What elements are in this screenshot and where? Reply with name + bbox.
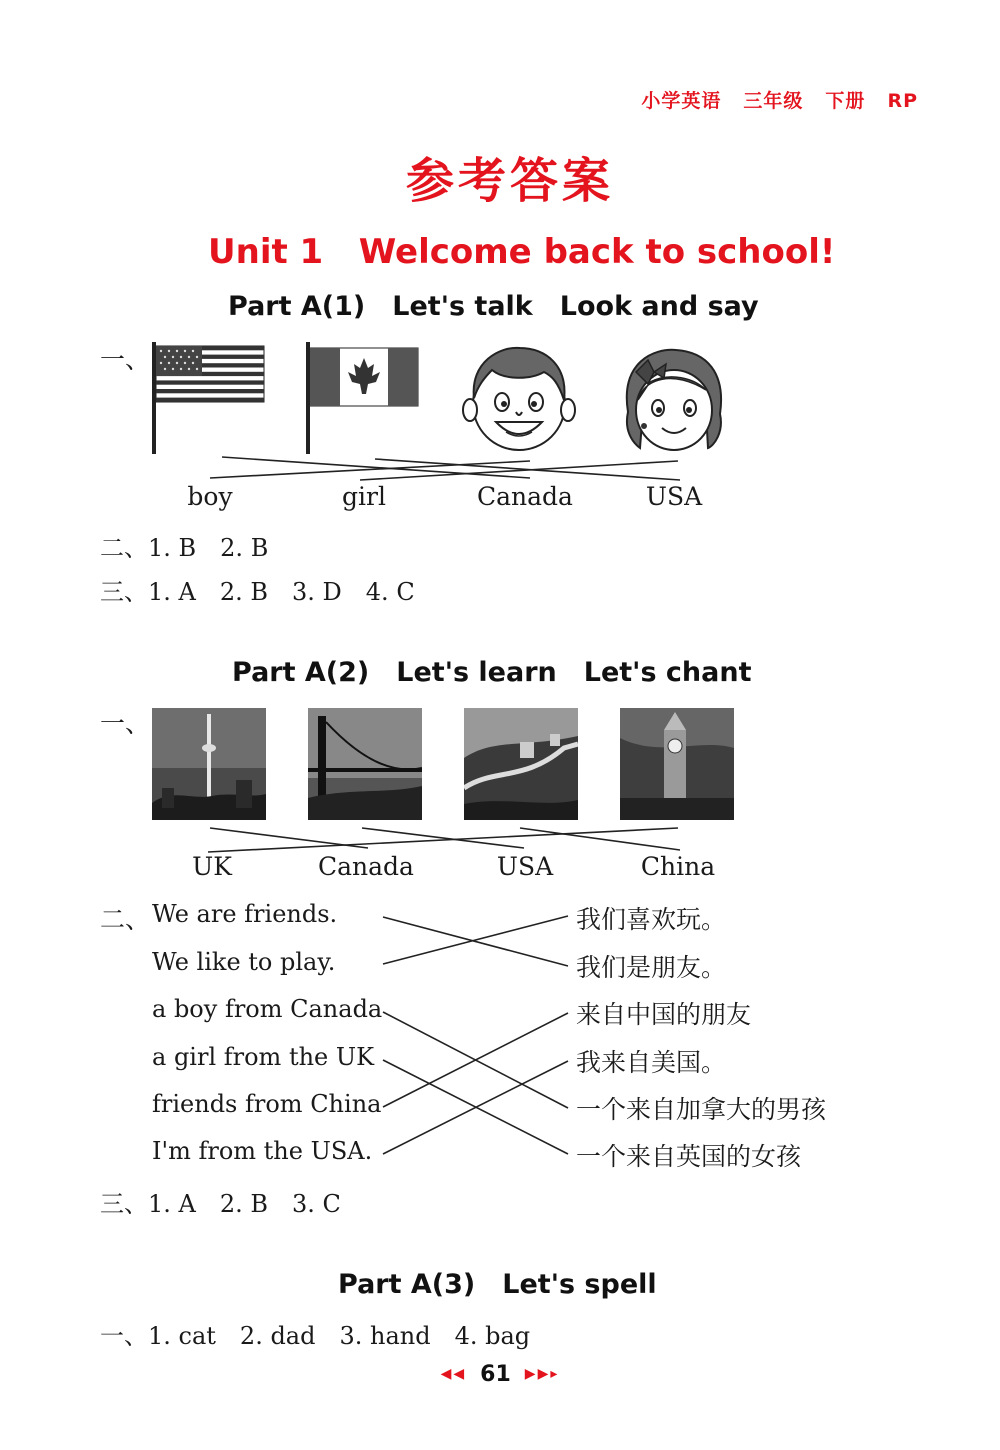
part-a2-q3-answers: 三、1. A 2. B 3. C [100, 1190, 341, 1218]
part-a2-q2-label: 二、 [100, 905, 151, 934]
part-a3-title: Part A(3) Let's spell [338, 1269, 657, 1300]
part-a1-word-1: boy [187, 482, 233, 511]
header-volume: 下册 [825, 90, 866, 112]
english-phrase-1: We are friends. [152, 900, 338, 928]
english-phrase-3: a boy from Canada [152, 995, 383, 1023]
header-grade: 三年级 [743, 90, 804, 112]
header-subject: 小学英语 [641, 90, 722, 112]
part-a2-q1-label: 一、 [100, 709, 151, 738]
part-a1-word-4: USA [645, 482, 703, 511]
part-a1-word-2: girl [342, 482, 386, 511]
english-phrase-5: friends from China [152, 1090, 382, 1118]
page-left-arrows: ◀◀ [440, 1366, 467, 1382]
english-phrase-2: We like to play. [152, 948, 336, 976]
part-a2-word-1: UK [192, 852, 232, 881]
part-a1-q3-answers: 三、1. A 2. B 3. D 4. C [100, 578, 415, 606]
unit-number: Unit 1 [208, 232, 324, 272]
chinese-phrase-1: 我们喜欢玩。 [576, 905, 727, 934]
part-a1-word-3: Canada [477, 482, 573, 511]
chinese-phrase-5: 一个来自加拿大的男孩 [576, 1095, 827, 1124]
part-a3-q1-answers: 一、1. cat 2. dad 3. hand 4. bag [100, 1322, 531, 1350]
part-a2-title: Part A(2) Let's learn Let's chant [232, 657, 752, 688]
chinese-phrase-3: 来自中国的朋友 [576, 1000, 752, 1029]
part-a1-title: Part A(1) Let's talk Look and say [228, 291, 759, 322]
chinese-phrase-6: 一个来自英国的女孩 [576, 1142, 802, 1171]
part-a2-word-3: USA [496, 852, 554, 881]
unit-name: Welcome back to school! [358, 232, 836, 272]
part-a2-word-2: Canada [318, 852, 414, 881]
page-number: 61 [480, 1362, 511, 1387]
page-right-arrows: ▶▶▸ [524, 1366, 560, 1382]
part-a1-q1-label: 一、 [100, 345, 151, 374]
header-edition: RP [887, 90, 918, 112]
chinese-phrase-2: 我们是朋友。 [576, 953, 727, 982]
chinese-phrase-4: 我来自美国。 [576, 1048, 727, 1077]
english-phrase-6: I'm from the USA. [152, 1137, 373, 1165]
page-footer [0, 1362, 1000, 1387]
page-title: 参考答案 [405, 153, 614, 209]
part-a1-q2-answers: 二、1. B 2. B [100, 534, 269, 562]
part-a2-word-4: China [640, 852, 716, 881]
english-phrase-4: a girl from the UK [152, 1043, 375, 1071]
